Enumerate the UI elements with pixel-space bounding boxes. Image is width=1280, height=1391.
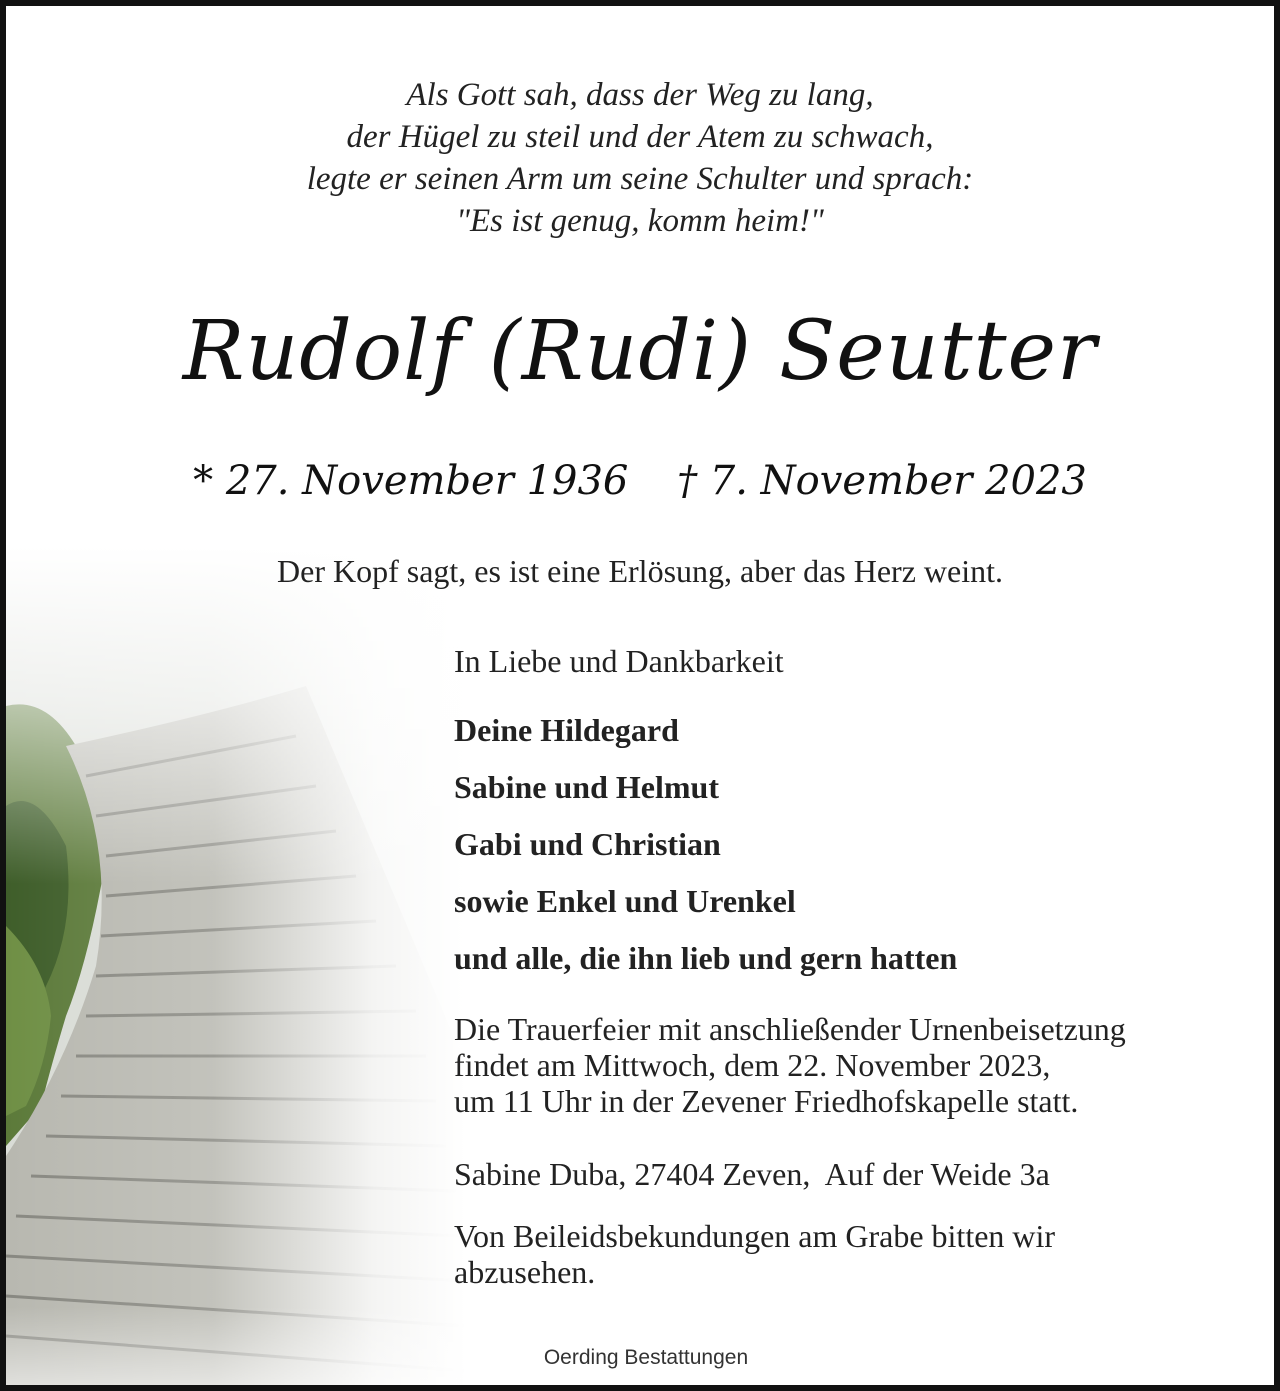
mourner: Gabi und Christian [454,826,721,862]
mourner: Deine Hildegard [454,712,679,748]
deceased-name: Rudolf (Rudi) Seutter [182,304,1098,399]
note-line: abzusehen. [454,1254,596,1290]
life-dates [6,458,1274,504]
poem-line: Als Gott sah, dass der Weg zu lang, [406,77,874,113]
poem-line: der Hügel zu steil und der Atem zu schwach, [346,119,934,155]
motto: Der Kopf sagt, es ist eine Erlösung, aber das Herz weint. [277,553,1003,589]
poem-line: "Es ist genug, komm heim!" [456,203,824,239]
service-info [454,1011,1254,1119]
contact-address [454,1156,1254,1192]
poem [6,74,1274,242]
service-line: findet am Mittwoch, dem 22. November 2023, [454,1047,1051,1083]
death-date: † 7. November 2023 [677,458,1087,504]
mourner: und alle, die ihn lieb und gern hatten [454,940,958,976]
note-line: Von Beileidsbekundungen am Grabe bitten wir [454,1218,1056,1254]
boardwalk-path-image [6,546,466,1391]
birth-date: * 27. November 1936 [193,458,629,504]
service-line: Die Trauerfeier mit anschließender Urnenbeisetzung [454,1011,1126,1047]
mourner: sowie Enkel und Urenkel [454,883,796,919]
mourner: Sabine und Helmut [454,769,719,805]
poem-line: legte er seinen Arm um seine Schulter und sprach: [306,161,974,197]
undertaker-name: Oerding Bestattungen [543,1346,749,1369]
service-line: um 11 Uhr in der Zevener Friedhofskapelle statt. [454,1083,1079,1119]
mourners-list [454,708,1254,993]
condolence-note [454,1218,1254,1290]
intro-text: In Liebe und Dankbarkeit [454,643,784,679]
address-line: Sabine Duba, 27404 Zeven, Auf der Weide 3a [454,1156,1050,1192]
